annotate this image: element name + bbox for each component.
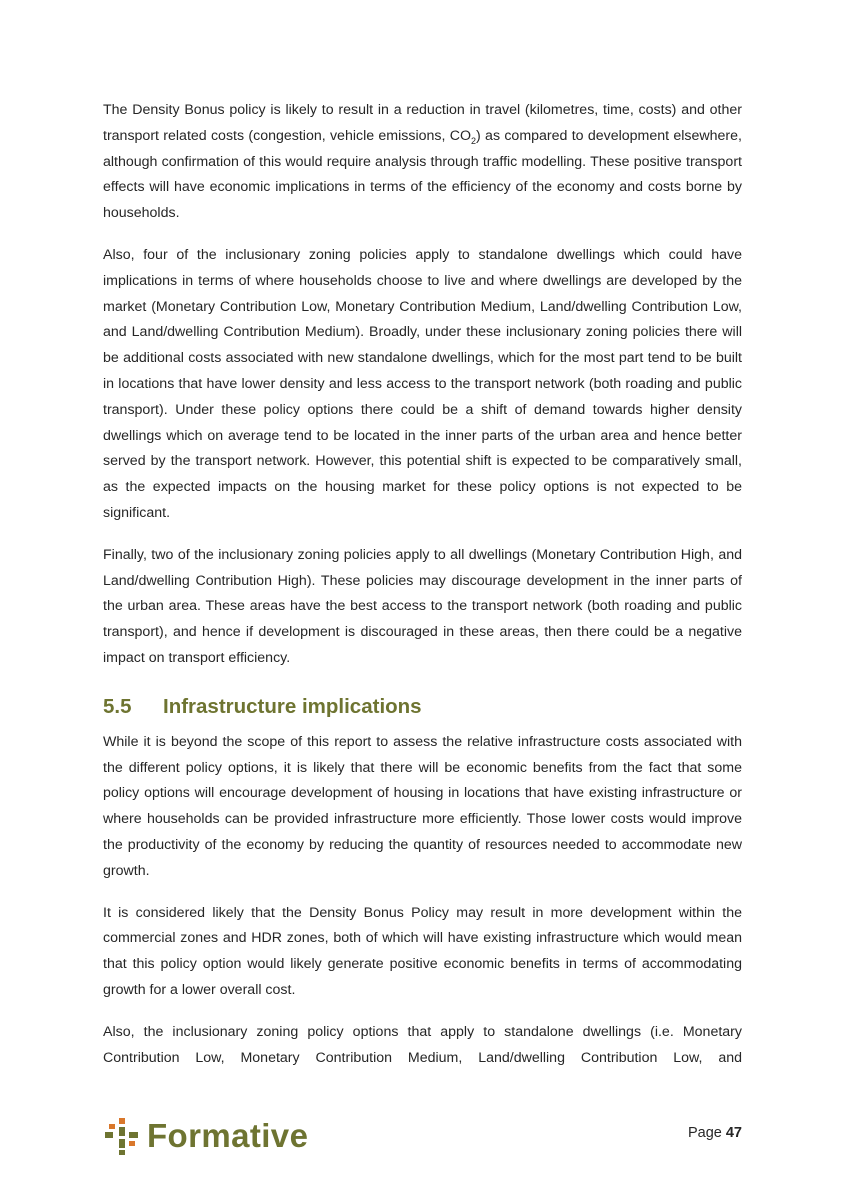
paragraph-all-dwellings: Finally, two of the inclusionary zoning policies apply to all dwellings (Monetary Contribution High, and Land/dwelling Contribution High). These policies may discourage development in the inner parts of the urban area. These areas have the best access to the transport network (both roading and public transport), and hence if development is discouraged in these areas, then there could be a negative impact on transport efficiency. (103, 546, 742, 666)
paragraph-density-bonus-infrastructure: It is considered likely that the Density Bonus Policy may result in more development within the commercial zones and HDR zones, both of which will have existing infrastructure which would mean that this policy option would likely generate positive economic benefits in terms of accommodating growth for a lower overall cost. (103, 904, 742, 998)
paragraph-infrastructure-scope: While it is beyond the scope of this report to assess the relative infrastructure costs associated with the different policy options, it is likely that there will be economic benefits from the fact that some policy options will encourage development of housing in locations that have existing infrastructure or where households can be provided infrastructure more efficiently. Those lower costs would improve the productivity of the economy by reducing the quantity of resources needed to accommodate new growth. (103, 733, 742, 879)
section-number: 5.5 (103, 694, 132, 718)
page-number-value: 47 (725, 1125, 742, 1141)
paragraph-density-bonus-transport: The Density Bonus policy is likely to result in a reduction in travel (kilometres, time, costs) and other transport related costs (congestion, vehicle emissions, $CO_2$) as compared to development elsewhere, although confirmation of this would require analysis through traffic modelling. These positive transport effects will have economic implications in terms of the efficiency of the economy and costs borne by households. (103, 102, 742, 222)
page-label: Page (687, 1125, 722, 1141)
paragraph-standalone-dwellings: Also, four of the inclusionary zoning policies apply to standalone dwellings which could have implications in terms of where households choose to live and where dwellings are developed by the market (Monetary Contribution Low, Monetary Contribution Medium, Land/dwelling Contribution Low, and Land/dwelling Contribution Medium). Broadly, under these inclusionary zoning policies there will be additional costs associated with new standalone dwellings, which for the most part tend to be built in locations that have lower density and less access to the transport network (both roading and public transport). Under these policy options there could be a shift of demand towards higher density dwellings which on average tend to be located in the inner parts of the urban area and hence better served by the transport network. However, this potential shift is expected to be comparatively small, as the expected impacts on the housing market for these policy options is not expected to be significant. (103, 246, 742, 521)
logo-wordmark: Formative (147, 1117, 309, 1154)
section-title: Infrastructure implications (163, 694, 422, 718)
formative-logo-icon (103, 1116, 141, 1156)
page-number (688, 1125, 742, 1141)
formative-logo (103, 1114, 308, 1158)
paragraph-standalone-options: Also, the inclusionary zoning policy options that apply to standalone dwellings (i.e. Monetary Contribution Low, Monetary Contribution Medium, Land/dwelling Contribution Low, and (103, 1023, 742, 1066)
page-body (103, 98, 742, 1087)
subscript-2: 2 (471, 135, 477, 146)
page-footer (103, 1114, 742, 1162)
section-heading (103, 693, 742, 721)
